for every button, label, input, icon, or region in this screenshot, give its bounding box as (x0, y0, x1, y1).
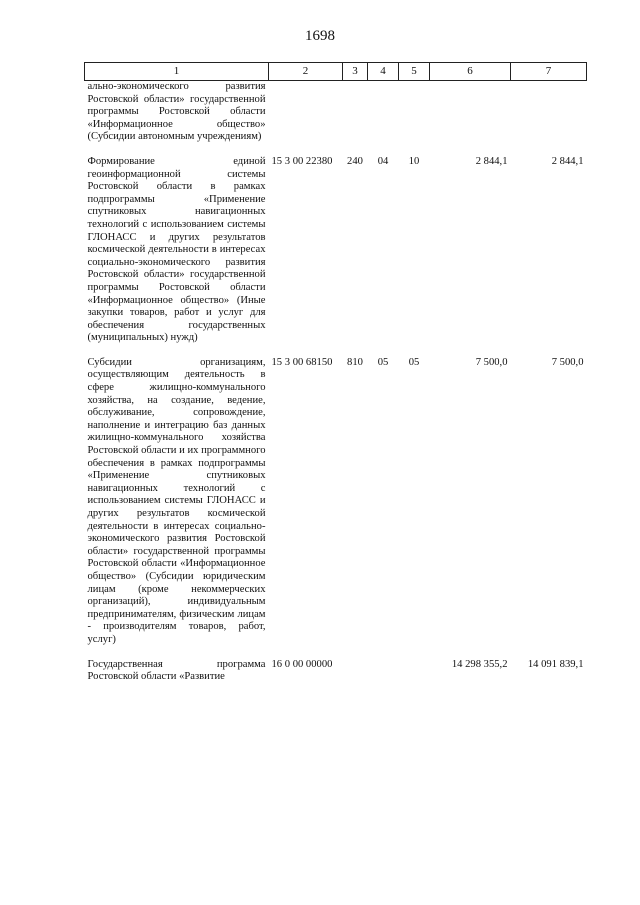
column-header: 4 (368, 63, 399, 81)
table-row (85, 659, 587, 684)
row-code: 15 3 00 68150 (271, 356, 333, 368)
row-value-2 (511, 81, 587, 144)
row-name: ально-экономического развития Ростовской области» государственной программы Ростовской области «Информационное общество» (Субсидии автономным учреждениям) (87, 81, 266, 143)
column-header: 5 (399, 63, 430, 81)
column-header: 1 (85, 63, 269, 81)
row-name: Формирование единой геоинформационной системы Ростовской области в рамках подпрограммы «Применение спутниковых навигационных технологий с использованием системы ГЛОНАСС и других результатов космической деятельности в интересах социально-экономического развития Ростовской области» государственной программы Ростовской области «Информационное общество» (Иные закупки товаров, работ и услуг для обеспечения государственных (муниципальных) нужд) (87, 155, 266, 344)
row-value-2: 7 500,0 (551, 356, 584, 368)
table-row (85, 156, 587, 345)
row-value-2: 2 844,1 (551, 155, 584, 167)
table-row (85, 357, 587, 647)
row-code: 15 3 00 22380 (271, 155, 333, 167)
row-value-1: 14 298 355,2 (451, 658, 508, 670)
table-header-row (85, 63, 587, 81)
page-number: 1698 (305, 28, 335, 44)
row-rz (368, 659, 399, 684)
row-vr: 810 (347, 356, 363, 368)
column-header: 6 (430, 63, 511, 81)
row-value-1: 2 844,1 (475, 155, 508, 167)
table-row (85, 81, 587, 144)
row-spacer (85, 144, 587, 156)
row-rz (368, 81, 399, 144)
row-rz: 04 (377, 155, 389, 167)
row-vr (343, 81, 368, 144)
row-pr (399, 659, 430, 684)
row-vr: 240 (347, 155, 363, 167)
row-pr (399, 81, 430, 144)
row-rz: 05 (377, 356, 389, 368)
column-header: 2 (269, 63, 343, 81)
row-name: Субсидии организациям, осуществляющим деятельность в сфере жилищно-коммунального хозяйства, на создание, ведение, обслуживание, сопровождение, наполнение и интеграцию баз данных жилищно-коммунального хозяйства Ростовской области и их программного обеспечения в рамках подпрограммы «Применение спутниковых навигационных технологий с использованием системы ГЛОНАСС и других результатов космической деятельности в интересах социально-экономического развития Ростовской области» государственной программы Ростовской области «Информационное общество» (Субсидии юридическим лицам (кроме некоммерческих организаций), индивидуальным предпринимателям, физическим лицам - производителям товаров, работ, услуг) (87, 356, 266, 645)
column-header: 7 (511, 63, 587, 81)
row-pr: 10 (408, 155, 420, 167)
row-name: Государственная программа Ростовской области «Развитие (87, 658, 266, 683)
column-header: 3 (343, 63, 368, 81)
budget-table (84, 62, 587, 684)
row-code (269, 81, 343, 144)
row-value-2: 14 091 839,1 (527, 658, 584, 670)
row-spacer (85, 647, 587, 659)
row-pr: 05 (408, 356, 420, 368)
row-vr (343, 659, 368, 684)
row-spacer (85, 345, 587, 357)
row-code: 16 0 00 00000 (271, 658, 333, 670)
row-value-1 (430, 81, 511, 144)
row-value-1: 7 500,0 (475, 356, 508, 368)
